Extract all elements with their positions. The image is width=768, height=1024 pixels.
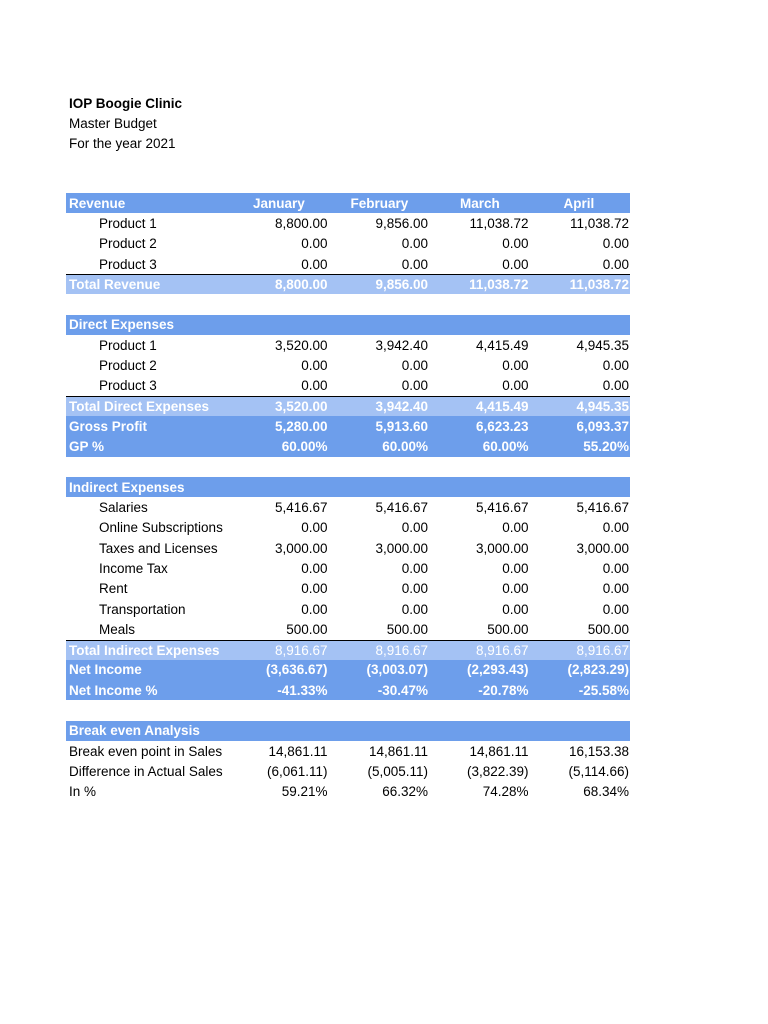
cell-value: 5,416.67 bbox=[475, 500, 529, 516]
cell-value: 0.00 bbox=[401, 236, 428, 252]
report-name: Master Budget bbox=[69, 116, 157, 131]
table-row bbox=[66, 558, 630, 578]
row-label: Online Subscriptions bbox=[99, 520, 223, 536]
gp-percent-row bbox=[66, 437, 630, 457]
cell-value: 0.00 bbox=[401, 358, 428, 374]
cell-value: 0.00 bbox=[502, 358, 529, 374]
cell-value: 60.00% bbox=[482, 439, 529, 455]
total-revenue-row bbox=[66, 274, 630, 294]
break-even-header-row bbox=[66, 721, 630, 741]
cell-value: 11,038.72 bbox=[469, 277, 529, 293]
table-row bbox=[66, 254, 630, 274]
cell-value: 0.00 bbox=[401, 560, 428, 576]
cell-value: 0.00 bbox=[401, 256, 428, 272]
cell-value: 5,416.67 bbox=[576, 500, 629, 516]
net-income-row bbox=[66, 660, 630, 680]
cell-value: 11,038.72 bbox=[569, 215, 629, 231]
cell-value: 4,415.49 bbox=[475, 399, 529, 415]
cell-value: 8,916.67 bbox=[274, 642, 328, 658]
cell-value: 0.00 bbox=[602, 358, 629, 374]
cell-value: (2,823.29) bbox=[567, 662, 629, 678]
row-label: GP % bbox=[69, 439, 105, 455]
cell-value: 5,416.67 bbox=[274, 500, 328, 516]
cell-value: (2,293.43) bbox=[466, 662, 529, 678]
net-income-percent-row bbox=[66, 680, 630, 700]
row-label: Taxes and Licenses bbox=[99, 540, 218, 556]
cell-value: 5,913.60 bbox=[375, 418, 428, 434]
cell-value: (5,005.11) bbox=[367, 763, 428, 779]
table-row bbox=[66, 599, 630, 619]
cell-value: 59.21% bbox=[281, 784, 328, 800]
cell-value: 16,153.38 bbox=[568, 743, 629, 759]
table-row bbox=[66, 355, 630, 375]
cell-value: 8,800.00 bbox=[274, 215, 328, 231]
cell-value: (3,636.67) bbox=[265, 662, 328, 678]
cell-value: 0.00 bbox=[301, 581, 328, 597]
gross-profit-row bbox=[66, 416, 630, 436]
cell-value: 4,415.49 bbox=[475, 337, 529, 353]
row-label: Net Income % bbox=[69, 682, 158, 698]
row-label: Product 1 bbox=[99, 337, 157, 353]
cell-value: 0.00 bbox=[301, 601, 328, 617]
cell-value: 0.00 bbox=[401, 581, 428, 597]
cell-value: 11,038.72 bbox=[569, 277, 629, 293]
table-row bbox=[66, 213, 630, 233]
cell-value: 3,520.00 bbox=[274, 337, 328, 353]
cell-value: 0.00 bbox=[602, 560, 629, 576]
cell-value: 0.00 bbox=[401, 378, 428, 394]
month-header-march: March bbox=[460, 195, 500, 211]
row-label: Total Direct Expenses bbox=[69, 399, 210, 415]
cell-value: 0.00 bbox=[401, 601, 428, 617]
cell-value: (5,114.66) bbox=[568, 763, 629, 779]
direct-expenses-header-row bbox=[66, 315, 630, 335]
spacer bbox=[66, 700, 630, 720]
report-period: For the year 2021 bbox=[69, 136, 176, 151]
cell-value: 0.00 bbox=[502, 581, 529, 597]
cell-value: -20.78% bbox=[478, 682, 529, 698]
cell-value: 0.00 bbox=[301, 236, 328, 252]
table-row bbox=[66, 741, 630, 761]
spacer bbox=[66, 294, 630, 314]
row-label: Product 3 bbox=[99, 378, 157, 394]
revenue-section-label: Revenue bbox=[69, 195, 126, 211]
cell-value: 5,416.67 bbox=[375, 500, 428, 516]
row-label: In % bbox=[69, 784, 97, 800]
cell-value: (3,003.07) bbox=[366, 662, 428, 678]
cell-value: 74.28% bbox=[482, 784, 529, 800]
cell-value: 0.00 bbox=[301, 358, 328, 374]
cell-value: 0.00 bbox=[301, 256, 328, 272]
total-indirect-expenses-row bbox=[66, 640, 630, 660]
cell-value: 3,000.00 bbox=[375, 540, 428, 556]
row-label: Difference in Actual Sales bbox=[69, 763, 223, 779]
cell-value: 0.00 bbox=[602, 256, 629, 272]
cell-value: 500.00 bbox=[386, 621, 428, 637]
row-label: Product 3 bbox=[99, 256, 157, 272]
table-row bbox=[66, 538, 630, 558]
month-header-april: April bbox=[563, 195, 595, 211]
cell-value: 60.00% bbox=[281, 439, 328, 455]
cell-value: 0.00 bbox=[602, 378, 629, 394]
cell-value: 5,280.00 bbox=[274, 418, 328, 434]
cell-value: 3,000.00 bbox=[475, 540, 529, 556]
cell-value: 8,916.67 bbox=[475, 642, 529, 658]
cell-value: 0.00 bbox=[602, 581, 629, 597]
month-header-february: February bbox=[350, 195, 409, 211]
row-label: Break even point in Sales bbox=[69, 743, 223, 759]
cell-value: 55.20% bbox=[583, 439, 629, 455]
table-row bbox=[66, 234, 630, 254]
cell-value: 14,861.11 bbox=[268, 743, 328, 759]
row-label: Transportation bbox=[99, 601, 186, 617]
indirect-expenses-header-row bbox=[66, 477, 630, 497]
break-even-section-label: Break even Analysis bbox=[69, 723, 200, 739]
table-row bbox=[66, 497, 630, 517]
row-label: Product 2 bbox=[99, 236, 157, 252]
cell-value: -25.58% bbox=[578, 682, 629, 698]
table-row bbox=[66, 579, 630, 599]
report-title-block bbox=[69, 94, 182, 154]
revenue-header-row bbox=[66, 193, 630, 213]
cell-value: -30.47% bbox=[377, 682, 428, 698]
row-label: Income Tax bbox=[99, 560, 168, 576]
cell-value: 0.00 bbox=[502, 560, 529, 576]
table-row bbox=[66, 619, 630, 639]
row-label: Product 2 bbox=[99, 358, 157, 374]
cell-value: 0.00 bbox=[301, 560, 328, 576]
direct-expenses-section-label: Direct Expenses bbox=[69, 317, 175, 333]
cell-value: 500.00 bbox=[286, 621, 328, 637]
cell-value: 68.34% bbox=[583, 784, 629, 800]
company-name: IOP Boogie Clinic bbox=[69, 96, 183, 111]
cell-value: 8,800.00 bbox=[274, 277, 328, 293]
cell-value: 0.00 bbox=[502, 378, 529, 394]
cell-value: 0.00 bbox=[301, 520, 328, 536]
cell-value: 3,000.00 bbox=[576, 540, 629, 556]
cell-value: (6,061.11) bbox=[266, 763, 328, 779]
spacer bbox=[66, 457, 630, 477]
cell-value: 14,861.11 bbox=[368, 743, 428, 759]
cell-value: 0.00 bbox=[502, 601, 529, 617]
row-label: Net Income bbox=[69, 662, 142, 678]
cell-value: (3,822.39) bbox=[466, 763, 529, 779]
cell-value: 3,942.40 bbox=[375, 399, 428, 415]
total-direct-expenses-row bbox=[66, 396, 630, 416]
cell-value: 8,916.67 bbox=[576, 642, 629, 658]
cell-value: 0.00 bbox=[502, 256, 529, 272]
cell-value: 11,038.72 bbox=[469, 215, 529, 231]
cell-value: -41.33% bbox=[277, 682, 328, 698]
row-label: Rent bbox=[99, 581, 128, 597]
row-label: Product 1 bbox=[99, 215, 157, 231]
row-label: Meals bbox=[99, 621, 136, 637]
cell-value: 0.00 bbox=[502, 236, 529, 252]
table-row bbox=[66, 782, 630, 802]
cell-value: 4,945.35 bbox=[576, 399, 629, 415]
cell-value: 500.00 bbox=[487, 621, 529, 637]
cell-value: 500.00 bbox=[587, 621, 629, 637]
row-label: Total Revenue bbox=[69, 277, 161, 293]
table-row bbox=[66, 376, 630, 396]
cell-value: 3,000.00 bbox=[274, 540, 328, 556]
cell-value: 0.00 bbox=[602, 520, 629, 536]
budget-table bbox=[66, 193, 630, 802]
cell-value: 66.32% bbox=[382, 784, 428, 800]
cell-value: 0.00 bbox=[401, 520, 428, 536]
cell-value: 6,623.23 bbox=[475, 418, 529, 434]
month-header-january: January bbox=[253, 195, 305, 211]
table-row bbox=[66, 335, 630, 355]
cell-value: 3,942.40 bbox=[375, 337, 428, 353]
row-label: Gross Profit bbox=[69, 418, 148, 434]
indirect-expenses-section-label: Indirect Expenses bbox=[69, 479, 185, 495]
table-row bbox=[66, 518, 630, 538]
cell-value: 9,856.00 bbox=[375, 277, 428, 293]
cell-value: 0.00 bbox=[602, 236, 629, 252]
cell-value: 8,916.67 bbox=[375, 642, 428, 658]
cell-value: 60.00% bbox=[382, 439, 428, 455]
cell-value: 0.00 bbox=[301, 378, 328, 394]
cell-value: 4,945.35 bbox=[576, 337, 629, 353]
cell-value: 3,520.00 bbox=[274, 399, 328, 415]
table-row bbox=[66, 761, 630, 781]
cell-value: 14,861.11 bbox=[469, 743, 529, 759]
cell-value: 0.00 bbox=[502, 520, 529, 536]
cell-value: 0.00 bbox=[602, 601, 629, 617]
cell-value: 6,093.37 bbox=[576, 418, 629, 434]
row-label: Total Indirect Expenses bbox=[69, 642, 220, 658]
row-label: Salaries bbox=[99, 500, 148, 516]
cell-value: 9,856.00 bbox=[375, 215, 428, 231]
